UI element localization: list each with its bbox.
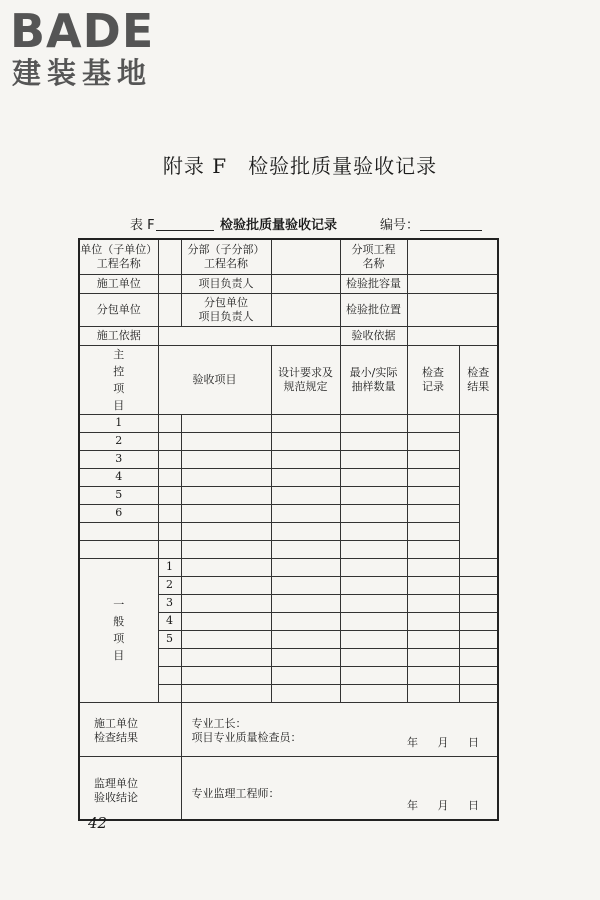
division-project-name-value: [271, 239, 340, 274]
general-row-number: [158, 666, 181, 684]
main-control-cell: [181, 450, 271, 468]
general-cell: [181, 684, 271, 702]
main-control-row-number: [79, 540, 158, 558]
batch-capacity-value: [407, 274, 498, 293]
division-project-name-label: 分部（子分部） 工程名称: [181, 239, 271, 274]
general-cell: [271, 666, 340, 684]
page-title: 附录 F 检验批质量验收记录: [162, 154, 438, 178]
main-control-cell: [158, 414, 181, 432]
main-control-cell: [158, 432, 181, 450]
general-cell: [271, 576, 340, 594]
main-control-row: [79, 486, 498, 504]
main-control-cell: [181, 486, 271, 504]
contractor-value: [158, 274, 181, 293]
construction-date: 年 月 日: [407, 735, 487, 749]
general-cell: [459, 666, 498, 684]
main-control-row: [79, 432, 498, 450]
general-cell: [459, 558, 498, 576]
general-cell: [459, 612, 498, 630]
main-control-cell: [158, 522, 181, 540]
general-cell: [271, 594, 340, 612]
quality-inspector-line: 项目专业质量检查员：: [191, 730, 302, 744]
general-cell: [181, 612, 271, 630]
main-control-cell: [340, 450, 407, 468]
main-control-cell: [271, 414, 340, 432]
general-cell: [271, 684, 340, 702]
general-cell: [340, 594, 407, 612]
logo-chinese: 建装基地: [12, 56, 153, 90]
subcontractor-label: 分包单位: [79, 293, 158, 326]
general-cell: [459, 684, 498, 702]
number-blank: [420, 218, 482, 231]
general-cell: [340, 576, 407, 594]
main-control-cell: [271, 432, 340, 450]
general-cell: [459, 630, 498, 648]
general-row-number: [158, 648, 181, 666]
main-control-cell: [158, 450, 181, 468]
main-control-cell: [158, 486, 181, 504]
main-control-row-number: 3: [79, 450, 158, 468]
contractor-label: 施工单位: [79, 274, 158, 293]
main-control-cell: [181, 540, 271, 558]
general-cell: [407, 594, 459, 612]
general-cell: [407, 612, 459, 630]
general-row-number: 1: [158, 558, 181, 576]
main-control-cell: [407, 468, 459, 486]
main-control-row: [79, 540, 498, 558]
main-control-cell: [181, 414, 271, 432]
main-control-cell: [340, 432, 407, 450]
main-control-cell: [271, 450, 340, 468]
general-cell: [340, 684, 407, 702]
col-check-result: 检查 结果: [459, 345, 498, 414]
general-cell: [459, 594, 498, 612]
general-cell: [340, 612, 407, 630]
main-control-cell: [158, 504, 181, 522]
batch-location-value: [407, 293, 498, 326]
construction-check-area: [181, 702, 498, 756]
project-manager-label: 项目负责人: [181, 274, 271, 293]
main-control-cell: [407, 450, 459, 468]
general-cell: [407, 648, 459, 666]
unit-project-name-label: 单位（子单位） 工程名称: [79, 239, 158, 274]
logo-wordmark: BADE: [10, 4, 155, 58]
general-cell: [340, 648, 407, 666]
main-control-cell: [158, 540, 181, 558]
main-control-cell: [407, 504, 459, 522]
acceptance-basis-label: 验收依据: [340, 326, 407, 345]
general-cell: [407, 666, 459, 684]
main-control-row-number: 1: [79, 414, 158, 432]
construction-basis-label: 施工依据: [79, 326, 158, 345]
subcontractor-value: [158, 293, 181, 326]
main-control-row: [79, 468, 498, 486]
main-control-cell: [271, 486, 340, 504]
general-cell: [340, 666, 407, 684]
general-cell: [181, 576, 271, 594]
construction-check-label: 施工单位 检查结果: [79, 702, 181, 756]
main-control-cell: [340, 486, 407, 504]
main-control-cell: [271, 522, 340, 540]
general-row-number: 2: [158, 576, 181, 594]
main-control-row-number: 5: [79, 486, 158, 504]
general-cell: [181, 594, 271, 612]
main-control-cell: [407, 522, 459, 540]
general-cell: [340, 558, 407, 576]
sub-manager-value: [271, 293, 340, 326]
main-control-cell: [181, 504, 271, 522]
supervision-engineer-line: 专业监理工程师：: [191, 786, 280, 800]
general-cell: [181, 630, 271, 648]
general-cell: [271, 612, 340, 630]
general-cell: [459, 648, 498, 666]
main-control-cell: [340, 504, 407, 522]
main-control-row: [79, 504, 498, 522]
supervision-area: [181, 756, 498, 820]
main-control-cell: [407, 540, 459, 558]
general-cell: [340, 630, 407, 648]
main-control-cell: [340, 540, 407, 558]
general-cell: [407, 576, 459, 594]
general-cell: [181, 666, 271, 684]
main-control-row: [79, 414, 498, 432]
general-row: [79, 558, 498, 576]
bade-logo: [10, 6, 154, 90]
sub-item-name-label: 分项工程 名称: [340, 239, 407, 274]
general-cell: [407, 684, 459, 702]
main-control-cell: [340, 414, 407, 432]
general-cell: [271, 558, 340, 576]
general-cell: [271, 630, 340, 648]
main-control-cell: [158, 468, 181, 486]
col-check-record: 检查 记录: [407, 345, 459, 414]
main-control-cell: [271, 504, 340, 522]
acceptance-basis-value: [407, 326, 498, 345]
page-number: 42: [88, 814, 108, 832]
main-control-row-number: 4: [79, 468, 158, 486]
supervision-label: 监理单位 验收结论: [79, 756, 181, 820]
unit-project-name-value: [158, 239, 181, 274]
sub-manager-label: 分包单位 项目负责人: [181, 293, 271, 326]
sub-item-name-value: [407, 239, 498, 274]
general-row-number: [158, 684, 181, 702]
main-control-row-number: 2: [79, 432, 158, 450]
general-items-label: 一 般 项 目: [79, 558, 158, 702]
general-row-number: 3: [158, 594, 181, 612]
inspection-record-table: [78, 238, 499, 821]
main-control-row: [79, 450, 498, 468]
col-inspection-item: 验收项目: [158, 345, 271, 414]
batch-location-label: 检验批位置: [340, 293, 407, 326]
main-control-row-number: 6: [79, 504, 158, 522]
general-cell: [459, 576, 498, 594]
main-control-cell: [340, 522, 407, 540]
general-cell: [271, 648, 340, 666]
general-cell: [181, 558, 271, 576]
main-control-cell: [407, 432, 459, 450]
supervision-date: 年 月 日: [407, 799, 487, 812]
project-manager-value: [271, 274, 340, 293]
foreman-line: 专业工长：: [191, 716, 247, 730]
general-cell: [181, 648, 271, 666]
batch-capacity-label: 检验批容量: [340, 274, 407, 293]
main-control-cell: [407, 486, 459, 504]
main-control-cell: [271, 540, 340, 558]
general-row-number: 5: [158, 630, 181, 648]
number-label: 编号：: [380, 218, 420, 233]
table-caption-prefix: 表 F: [130, 218, 155, 233]
main-control-cell: [271, 468, 340, 486]
table-caption-name: 检验批质量验收记录: [220, 218, 338, 233]
caption-blank: [156, 218, 214, 231]
main-control-label: 主 控 项 目: [79, 345, 158, 414]
main-control-row-number: [79, 522, 158, 540]
main-control-cell: [181, 522, 271, 540]
main-control-cell: [181, 468, 271, 486]
col-design-requirement: 设计要求及 规范规定: [271, 345, 340, 414]
general-row-number: 4: [158, 612, 181, 630]
construction-basis-value: [158, 326, 340, 345]
general-cell: [407, 630, 459, 648]
main-control-cell: [181, 432, 271, 450]
main-control-cell: [407, 414, 459, 432]
col-sample-size: 最小/实际 抽样数量: [340, 345, 407, 414]
main-control-cell: [340, 468, 407, 486]
main-control-row: [79, 522, 498, 540]
general-cell: [407, 558, 459, 576]
